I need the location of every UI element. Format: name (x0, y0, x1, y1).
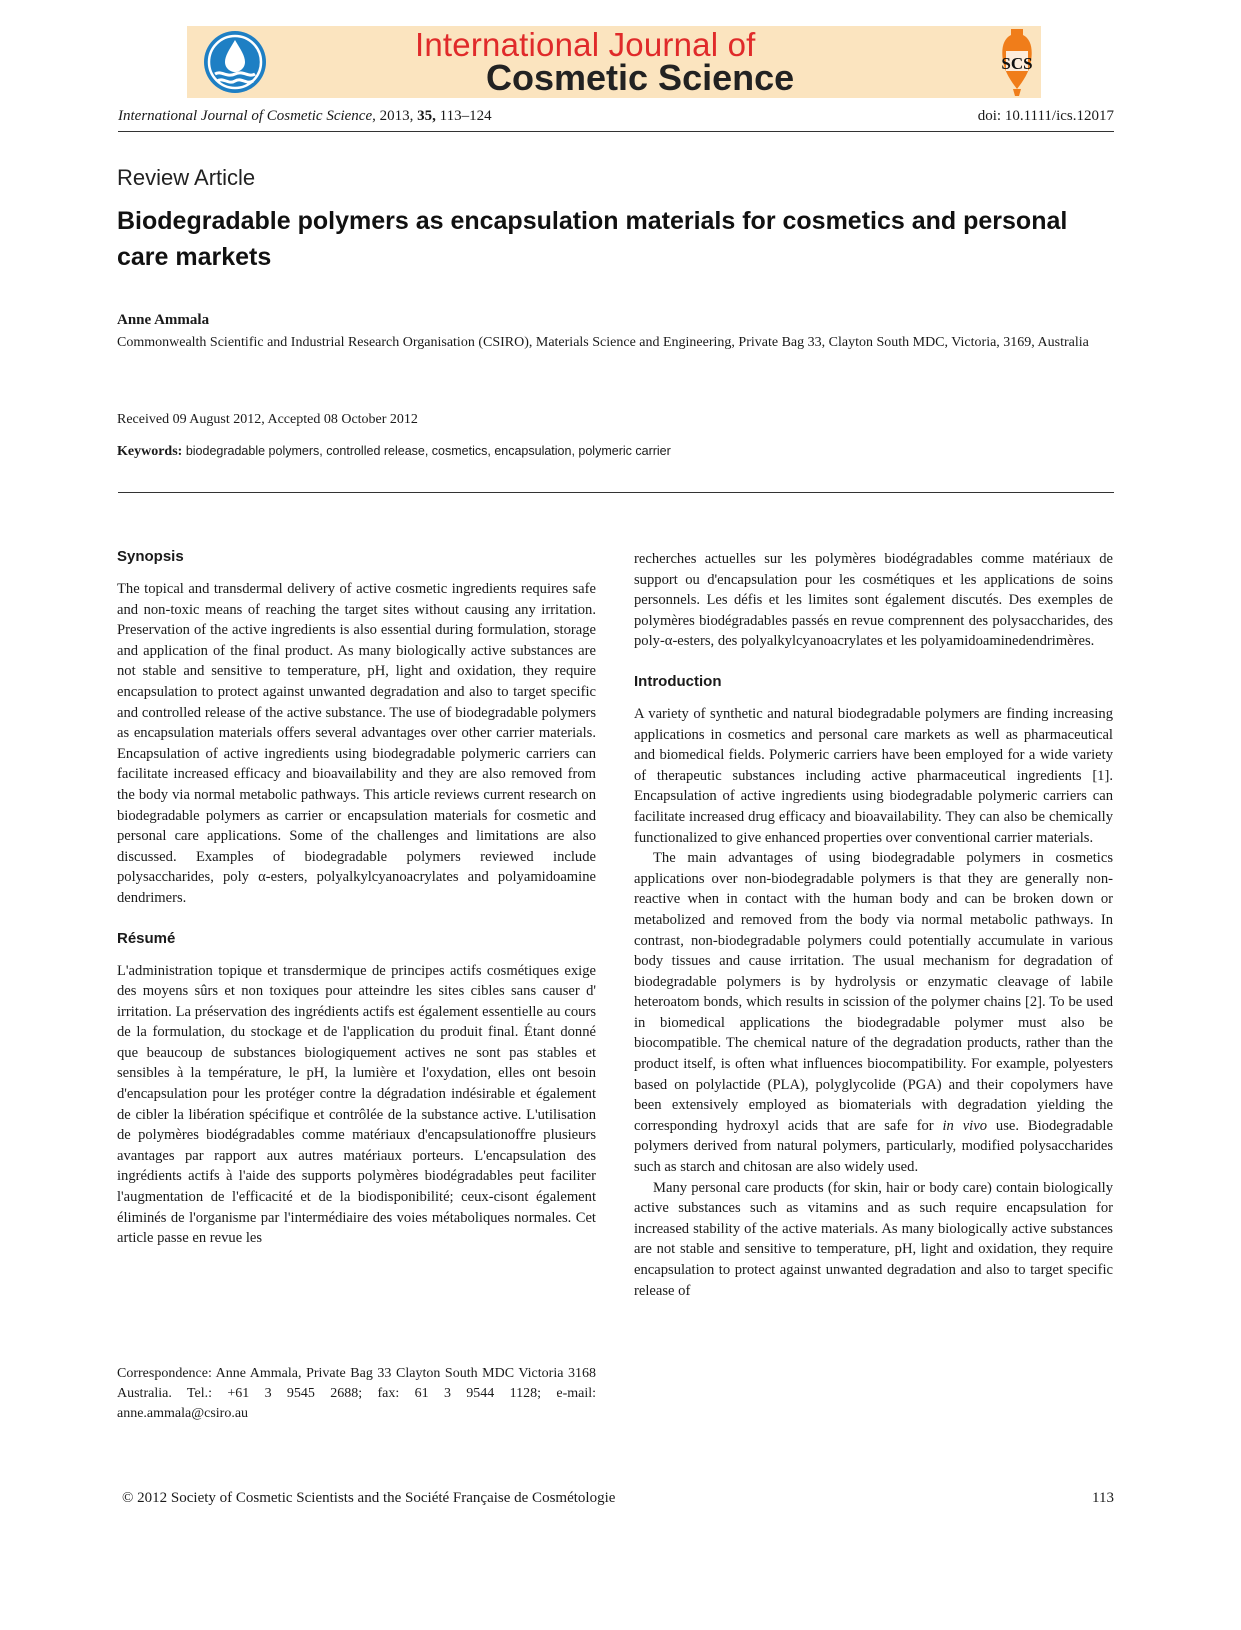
synopsis-text: The topical and transdermal delivery of active cosmetic ingredients requires safe and non-toxic means of reaching the target sites without causing any irritation. Preservation of the active ingredients is also essential during formulation, storage and application of the final product. As many biologically active substances are not stable and sensitive to temperature, pH, light and oxidation, they require encapsulation to protect against unwanted degradation and also to target specific and controlled release of the active substance. The use of biodegradable polymers as encapsulation materials offers several advantages over other carrier materials. Encapsulation of active ingredients using biodegradable polymeric carriers can facilitate increased efficacy and bioavailability and they are also removed from the body via normal metabolic pathways. This article reviews current research on biodegradable polymers as carrier or encapsulation materials for cosmetic and personal care applications. Some of the challenges and limitations are also discussed. Examples of biodegradable polymers reviewed include polysaccharides, poly α-esters, polyalkylcyanoacrylates and polyamidoamine dendrimers. (117, 581, 596, 906)
right-column (634, 549, 1113, 1301)
page-number: 113 (1092, 1490, 1114, 1506)
article-type: Review Article (117, 165, 256, 190)
resume-heading: Résumé (117, 929, 176, 947)
resume-text: L'administration topique et transdermique de principes actifs cosmétiques exige des moyens sûrs et non toxiques pour atteindre les sites cibles sans causer d' irritation. La préservation des ingrédients actifs est également essentielle au cours de la formulation, du stockage et de l'application du produit final. Étant donné que beaucoup de substances biologiquement actives ne sont pas stables et sensibles à la température, le pH, la lumière et l'oxydation, elles ont besoin d'encapsulation pour les protéger contre la dégradation indésirable et également de cibler la libération spécifique et contrôlée de la substance active. L'utilisation de polymères biodégradables comme matériaux d'encapsulationoffre plusieurs avantages par rapport aux autres matériaux porteurs. L'encapsulation des ingrédients actifs à l'aide des supports polymères biodégradables peut faciliter l'augmentation de l'efficacité et de la biodisponibilité; ceux-cisont également éliminés de l'organisme par l'intermédiaire des voies métaboliques normales. Cet article passe en revue les (117, 962, 596, 1247)
correspondence-note: Correspondence: Anne Ammala, Private Bag 33 Clayton South MDC Victoria 3168 Australia. Tel.: +61 3 9545 2688; fax: 61 3 9544 1128; e-mail: anne.ammala@csiro.au (117, 1366, 596, 1421)
journal-name-line1: International Journal of (415, 26, 756, 63)
introduction-paragraph-1: A variety of synthetic and natural biodegradable polymers are finding increasing applications in cosmetics and personal care markets as well as pharmaceutical and biomedical fields. Polymeric carriers have been employed for a wide variety of therapeutic substances including active pharmaceutical ingredients [1]. Encapsulation of active ingredients using biodegradable polymeric carriers can facilitate increased drug efficacy and bioavailability. They can also be chemically functionalized to give enhanced properties over conventional carrier materials. (634, 705, 1113, 846)
abstract-rule (118, 492, 1114, 493)
citation-pages: 113–124 (439, 108, 492, 124)
keywords (117, 444, 671, 460)
keywords-label: Keywords: (117, 444, 183, 459)
citation-year: 2013, (379, 108, 414, 124)
journal-banner (187, 26, 1041, 98)
doi[interactable]: doi: 10.1111/ics.12017 (977, 108, 1114, 124)
article-title: Biodegradable polymers as encapsulation materials for cosmetics and personal care markets (117, 207, 1068, 271)
keywords-list: biodegradable polymers, controlled release, cosmetics, encapsulation, polymeric carrier (185, 444, 671, 458)
water-drop-logo-icon (201, 28, 269, 96)
introduction-paragraph-3: Many personal care products (for skin, hair or body care) contain biologically active substances such as vitamins and as such require encapsulation for increased stability of the active materials. As many biologically active substances are not stable and sensitive to temperature, pH, light and oxidation, they require encapsulation to protect against unwanted degradation and also to target specific release of (634, 1179, 1113, 1299)
in-vivo-italic: in vivo (942, 1117, 988, 1134)
left-column (117, 547, 596, 1249)
resume-continuation: recherches actuelles sur les polymères biodégradables comme matériaux de support ou d'encapsulation pour les cosmétiques et les applications de soins personnels. Les défis et les limites sont également discutés. Des exemples de polymères biodégradables passés en revue comprennent des polysaccharides, des poly-α-esters, des polyalkylcyanoacrylates et les polyamidoaminedendrimères. (634, 551, 1113, 650)
introduction-heading: Introduction (634, 672, 722, 690)
citation-line: International Journal of Cosmetic Science, 2013, 35, 113–124 (118, 108, 492, 124)
journal-name-line2: Cosmetic Science (486, 57, 795, 98)
scs-logo-text: SCS (1001, 54, 1033, 73)
introduction-paragraph-2: The main advantages of using biodegradable polymers in cosmetics applications over non-biodegradable polymers is that they are generally non-reactive when in contact with the human body and can be broken down or metabolized and removed from the body via normal metabolic pathways. In contrast, non-biodegradable polymers could potentially accumulate in various body tissues and cause irritation. The usual mechanism for degradation of biodegradable polymers is by hydrolysis or enzymatic cleavage of labile heteroatom bonds, which results in scission of the polymer chains [2]. To be used in biomedical applications the biodegradable polymer must also be biocompatible. The chemical nature of the degradation products, rather than the product itself, is often what influences biocompatibility. For example, polyesters based on polylactide (PLA), polyglycolide (PGA) and their copolymers have been extensively employed as biomaterials with degradation yielding the corresponding hydroxyl acids that are safe for in vivo use. Biodegradable polymers derived from natural polymers, particularly, modified polysaccharides such as starch and chitosan are also widely used. (634, 850, 1113, 1176)
header-rule (118, 131, 1114, 132)
synopsis-heading: Synopsis (117, 548, 184, 565)
author-name: Anne Ammala (117, 312, 210, 328)
footer-copyright: © 2012 Society of Cosmetic Scientists and the Société Française de Cosmétologie (122, 1490, 616, 1506)
received-dates: Received 09 August 2012, Accepted 08 October 2012 (117, 412, 418, 427)
citation-volume: 35, (417, 108, 436, 124)
citation-journal: International Journal of Cosmetic Science (118, 108, 373, 124)
author-affiliation: Commonwealth Scientific and Industrial Research Organisation (CSIRO), Materials Science and Engineering, Private Bag 33, Clayton South MDC, Victoria, 3169, Australia (117, 335, 1089, 350)
